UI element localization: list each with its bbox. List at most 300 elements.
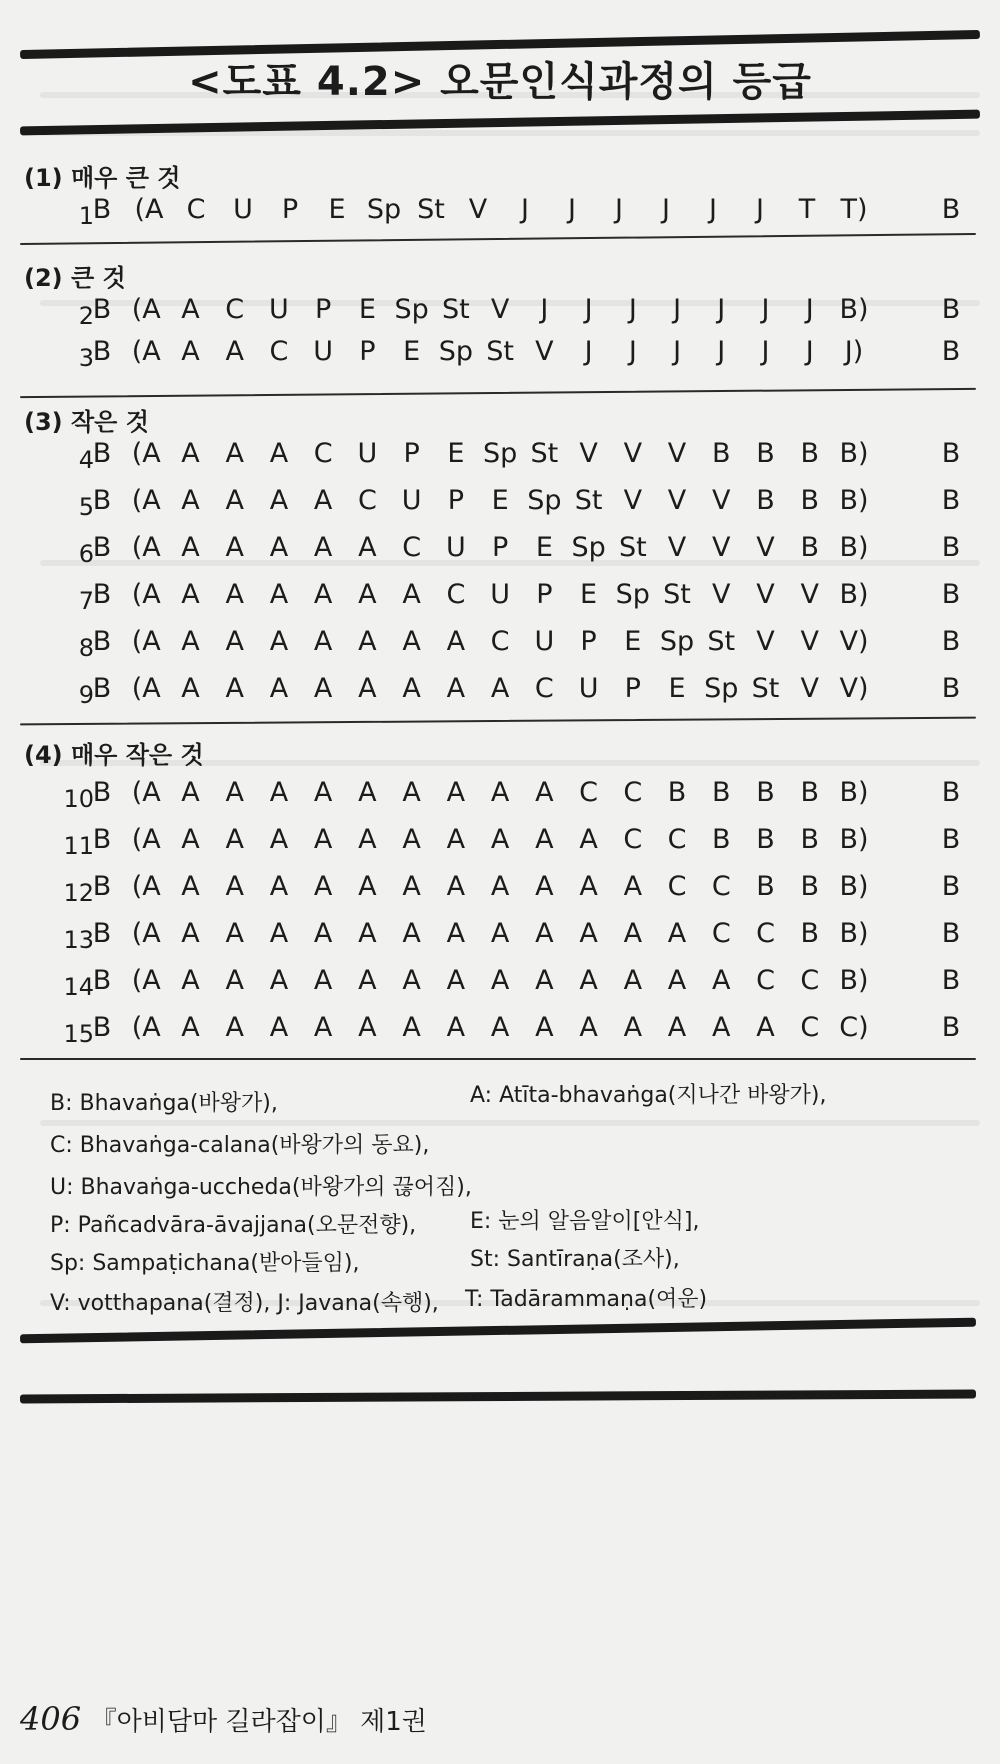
sequence-cell: E xyxy=(403,336,421,367)
sequence-end-cell: B xyxy=(941,777,961,808)
sequence-cell: J xyxy=(805,294,814,325)
sequence-cell: A xyxy=(446,777,466,808)
sequence-cell: C xyxy=(667,824,687,855)
sequence-cell: A xyxy=(358,1012,377,1043)
sequence-cell: J xyxy=(756,194,764,225)
sequence-cell: B xyxy=(800,918,820,949)
row-number: 7 xyxy=(78,587,94,615)
sequence-cell: A xyxy=(358,532,377,563)
table-title: <도표 4.2> 오문인식과정의 등급 xyxy=(188,59,812,105)
sequence-cell: B xyxy=(92,438,112,469)
sequence-cell: A xyxy=(358,918,377,949)
sequence-cell: A xyxy=(490,1012,510,1043)
sequence-cell: A xyxy=(313,532,333,563)
sequence-cell: A xyxy=(225,532,244,563)
legend-v-j: V: votthapana(결정), J: Javana(속행), xyxy=(50,1291,439,1316)
sequence-cell: A xyxy=(358,965,377,996)
row-number: 12 xyxy=(63,879,94,907)
sequence-cell: A xyxy=(225,824,244,855)
sequence-cell: U xyxy=(357,438,378,469)
sequence-cell: A xyxy=(623,918,643,949)
sequence-cell: St xyxy=(574,485,603,516)
sequence-cell: P xyxy=(447,485,465,516)
sequence-cell: St xyxy=(442,294,470,325)
sequence-cell: P xyxy=(281,194,299,225)
sequence-cell: B) xyxy=(839,294,869,325)
sequence-cell: A xyxy=(490,673,510,704)
sequence-cell: B) xyxy=(839,918,869,949)
sequence-cell: A xyxy=(225,777,244,808)
sequence-end-cell: B xyxy=(941,294,961,325)
row-number: 2 xyxy=(78,302,94,330)
sequence-cell: V xyxy=(667,438,687,469)
sequence-cell: B xyxy=(756,485,775,516)
sequence-cell: B) xyxy=(839,965,869,996)
legend-p: P: Pañcadvāra-āvajjana(오문전향), xyxy=(50,1213,417,1238)
sequence-cell: P xyxy=(624,673,641,704)
process-row xyxy=(24,532,994,572)
sequence-cell: C xyxy=(313,438,333,469)
sequence-cell: P xyxy=(359,336,376,367)
sequence-cell: Sp xyxy=(394,294,429,325)
row-number: 11 xyxy=(63,832,94,860)
sequence-cell: B xyxy=(92,532,112,563)
sequence-cell: B xyxy=(756,438,775,469)
sequence-cell: (A xyxy=(131,438,161,469)
sequence-cell: (A xyxy=(131,824,161,855)
sequence-cell: B xyxy=(92,871,112,902)
bottom-rule-lower xyxy=(20,1389,976,1403)
sequence-cell: J xyxy=(673,294,682,325)
sequence-cell: B xyxy=(800,777,820,808)
sequence-cell: J xyxy=(761,336,770,367)
process-row xyxy=(24,294,994,334)
section-very-large xyxy=(24,158,994,238)
page-footer xyxy=(20,1700,427,1738)
sequence-cell: V) xyxy=(839,673,869,704)
sequence-cell: Sp xyxy=(527,485,562,516)
sequence-cell: A xyxy=(269,673,289,704)
legend-sp: Sp: Sampaṭichana(받아들임), xyxy=(50,1251,360,1276)
sequence-cell: A xyxy=(269,626,289,657)
sequence-cell: V xyxy=(712,485,731,516)
row-number: 4 xyxy=(78,446,94,474)
sequence-cell: A xyxy=(446,626,466,657)
sequence-cell: B xyxy=(756,777,775,808)
sequence-cell: (A xyxy=(131,673,161,704)
sequence-cell: J) xyxy=(844,336,864,367)
sequence-cell: J xyxy=(761,294,770,325)
sequence-cell: (A xyxy=(131,777,161,808)
sequence-end-cell: B xyxy=(941,194,961,225)
sequence-cell: Sp xyxy=(366,194,402,225)
sequence-cell: V xyxy=(756,579,775,610)
sequence-cell: A xyxy=(446,673,466,704)
sequence-cell: C xyxy=(667,871,687,902)
sequence-cell: A xyxy=(712,1012,731,1043)
sequence-cell: B xyxy=(92,336,112,367)
sequence-end-cell: B xyxy=(941,626,961,657)
sequence-cell: C xyxy=(579,777,598,808)
sequence-cell: (A xyxy=(131,532,161,563)
sequence-cell: (A xyxy=(131,485,161,516)
sequence-cell: Sp xyxy=(571,532,606,563)
sequence-cell: E xyxy=(328,194,346,225)
sequence-cell: C xyxy=(623,777,643,808)
sequence-cell: A xyxy=(225,918,244,949)
sequence-cell: B xyxy=(92,918,112,949)
legend-b: B: Bhavaṅga(바왕가), xyxy=(50,1091,278,1116)
sequence-cell: U xyxy=(490,579,510,610)
sequence-cell: A xyxy=(225,438,244,469)
sequence-cell: A xyxy=(358,626,377,657)
sequence-cell: V xyxy=(756,626,775,657)
sequence-cell: V) xyxy=(839,626,869,657)
sequence-cell: C xyxy=(800,965,820,996)
sequence-cell: A xyxy=(402,777,421,808)
sequence-cell: V xyxy=(667,485,687,516)
legend-c: C: Bhavaṅga-calana(바왕가의 동요), xyxy=(50,1133,430,1158)
section-large xyxy=(24,258,994,388)
sequence-cell: C xyxy=(756,965,775,996)
sequence-cell: C xyxy=(623,824,643,855)
sequence-cell: B xyxy=(92,579,112,610)
sequence-cell: J xyxy=(805,336,814,367)
sequence-cell: V xyxy=(667,532,687,563)
sequence-cell: A xyxy=(181,673,200,704)
sequence-cell: A xyxy=(358,579,377,610)
legend-e: E: 눈의 알음알이[안식], xyxy=(470,1209,700,1234)
sequence-cell: A xyxy=(225,965,244,996)
sequence-cell: B xyxy=(92,673,112,704)
process-row xyxy=(24,336,994,376)
sequence-cell: A xyxy=(313,965,333,996)
section-divider xyxy=(20,1058,976,1060)
legend-u: U: Bhavaṅga-uccheda(바왕가의 끊어짐), xyxy=(50,1175,472,1200)
sequence-cell: A xyxy=(358,777,377,808)
sequence-cell: A xyxy=(490,965,510,996)
sequence-cell: E xyxy=(447,438,465,469)
sequence-cell: B xyxy=(712,824,731,855)
process-row xyxy=(24,824,994,864)
legend-st: St: Santīraṇa(조사), xyxy=(470,1247,680,1272)
sequence-cell: C xyxy=(534,673,554,704)
sequence-cell: U xyxy=(534,626,555,657)
sequence-cell: A xyxy=(313,485,333,516)
sequence-cell: (A xyxy=(131,871,161,902)
row-number: 8 xyxy=(78,634,94,662)
sequence-cell: (A xyxy=(134,194,164,225)
sequence-cell: V xyxy=(756,532,775,563)
sequence-cell: (A xyxy=(131,294,161,325)
sequence-cell: P xyxy=(536,579,553,610)
sequence-cell: T) xyxy=(840,194,868,225)
sequence-cell: A xyxy=(269,777,289,808)
sequence-cell: A xyxy=(181,1012,200,1043)
sequence-cell: C xyxy=(446,579,466,610)
process-row xyxy=(24,965,994,1005)
sequence-cell: A xyxy=(269,579,289,610)
sequence-cell: (A xyxy=(131,336,161,367)
section-heading: (1) 매우 큰 것 xyxy=(24,164,181,192)
sequence-end-cell: B xyxy=(941,918,961,949)
row-number: 5 xyxy=(78,493,94,521)
sequence-cell: J xyxy=(709,194,717,225)
sequence-cell: B xyxy=(92,294,112,325)
sequence-cell: (A xyxy=(131,1012,161,1043)
sequence-cell: St xyxy=(707,626,736,657)
sequence-cell: B xyxy=(92,1012,112,1043)
sequence-cell: J xyxy=(662,194,670,225)
section-divider xyxy=(20,388,976,398)
page-number: 406 xyxy=(20,1700,82,1738)
sequence-cell: U xyxy=(313,336,334,367)
sequence-cell: A xyxy=(313,673,333,704)
sequence-cell: St xyxy=(618,532,647,563)
section-heading: (2) 큰 것 xyxy=(24,264,126,292)
sequence-cell: C xyxy=(490,626,510,657)
sequence-cell: V xyxy=(468,194,488,225)
process-row xyxy=(24,777,994,817)
sequence-cell: A xyxy=(181,532,200,563)
sequence-cell: V xyxy=(535,336,554,367)
sequence-cell: A xyxy=(535,918,554,949)
sequence-cell: J xyxy=(628,294,637,325)
sequence-cell: B xyxy=(92,194,112,225)
sequence-cell: T xyxy=(798,194,816,225)
legend-t: T: Tadārammaṇa(여운) xyxy=(465,1287,708,1312)
sequence-cell: A xyxy=(402,579,421,610)
row-number: 14 xyxy=(63,973,94,1001)
sequence-cell: A xyxy=(535,1012,554,1043)
sequence-cell: A xyxy=(269,485,289,516)
sequence-cell: V xyxy=(800,626,819,657)
section-heading: (3) 작은 것 xyxy=(24,408,149,436)
section-heading: (4) 매우 작은 것 xyxy=(24,741,204,769)
sequence-cell: A xyxy=(535,965,554,996)
sequence-end-cell: B xyxy=(941,673,961,704)
sequence-cell: C xyxy=(269,336,289,367)
sequence-cell: C) xyxy=(839,1012,869,1043)
sequence-cell: A xyxy=(358,871,377,902)
sequence-cell: A xyxy=(269,532,289,563)
legend xyxy=(50,1078,970,1316)
sequence-cell: A xyxy=(446,965,466,996)
sequence-cell: A xyxy=(535,824,554,855)
sequence-cell: B xyxy=(92,824,112,855)
sequence-end-cell: B xyxy=(941,485,961,516)
sequence-cell: E xyxy=(358,294,376,325)
sequence-cell: P xyxy=(491,532,509,563)
sequence-cell: E xyxy=(668,673,686,704)
sequence-cell: J xyxy=(521,194,529,225)
sequence-cell: A xyxy=(181,438,200,469)
sequence-cell: A xyxy=(181,918,200,949)
sequence-cell: E xyxy=(491,485,509,516)
sequence-cell: (A xyxy=(131,918,161,949)
sequence-cell: A xyxy=(269,824,289,855)
sequence-cell: A xyxy=(579,824,598,855)
sequence-cell: B) xyxy=(839,777,869,808)
sequence-cell: A xyxy=(402,626,421,657)
sequence-cell: B xyxy=(800,824,820,855)
sequence-cell: St xyxy=(417,194,445,225)
sequence-cell: (A xyxy=(131,965,161,996)
sequence-cell: A xyxy=(313,579,333,610)
sequence-cell: A xyxy=(225,871,244,902)
sequence-cell: A xyxy=(225,1012,244,1043)
row-number: 10 xyxy=(63,785,94,813)
sequence-cell: A xyxy=(313,871,333,902)
sequence-cell: A xyxy=(579,1012,598,1043)
sequence-cell: B xyxy=(800,532,820,563)
row-number: 9 xyxy=(78,681,94,709)
sequence-cell: St xyxy=(663,579,691,610)
sequence-cell: V xyxy=(579,438,598,469)
sequence-cell: B) xyxy=(839,438,869,469)
sequence-cell: P xyxy=(315,294,332,325)
sequence-end-cell: B xyxy=(941,1012,961,1043)
sequence-cell: J xyxy=(584,336,593,367)
sequence-cell: E xyxy=(580,579,598,610)
legend-a: A: Atīta-bhavaṅga(지나간 바왕가), xyxy=(470,1083,827,1108)
sequence-cell: B) xyxy=(839,579,869,610)
section-small xyxy=(24,402,994,709)
sequence-cell: B xyxy=(756,871,775,902)
sequence-cell: U xyxy=(445,532,466,563)
sequence-cell: St xyxy=(751,673,780,704)
row-number: 15 xyxy=(63,1020,94,1048)
sequence-cell: V xyxy=(623,485,643,516)
sequence-cell: A xyxy=(181,871,200,902)
sequence-cell: E xyxy=(535,532,553,563)
sequence-cell: B xyxy=(667,777,687,808)
sequence-cell: A xyxy=(269,871,289,902)
process-row xyxy=(24,871,994,911)
sequence-cell: A xyxy=(756,1012,775,1043)
bottom-rule-upper xyxy=(20,1318,976,1344)
sequence-cell: A xyxy=(269,918,289,949)
sequence-cell: C xyxy=(186,194,206,225)
sequence-cell: A xyxy=(313,1012,333,1043)
sequence-cell: V xyxy=(800,673,819,704)
sequence-cell: A xyxy=(490,871,510,902)
sequence-cell: A xyxy=(225,336,244,367)
sequence-end-cell: B xyxy=(941,579,961,610)
sequence-cell: A xyxy=(181,579,200,610)
sequence-cell: Sp xyxy=(482,438,518,469)
sequence-cell: V xyxy=(800,579,819,610)
sequence-cell: A xyxy=(225,673,244,704)
sequence-cell: B xyxy=(800,485,820,516)
sequence-cell: A xyxy=(269,965,289,996)
process-row xyxy=(24,438,994,478)
sequence-cell: A xyxy=(490,777,510,808)
sequence-cell: V xyxy=(490,294,510,325)
sequence-cell: B) xyxy=(839,485,869,516)
sequence-cell: V xyxy=(623,438,643,469)
sequence-cell: A xyxy=(181,777,200,808)
sequence-cell: A xyxy=(402,673,421,704)
sequence-cell: B xyxy=(800,438,820,469)
sequence-cell: P xyxy=(580,626,597,657)
sequence-cell: A xyxy=(402,918,421,949)
sequence-cell: C xyxy=(756,918,775,949)
sequence-cell: A xyxy=(181,294,200,325)
sequence-cell: C xyxy=(225,294,245,325)
sequence-cell: A xyxy=(402,1012,421,1043)
sequence-cell: (A xyxy=(131,626,161,657)
sequence-cell: J xyxy=(717,336,726,367)
process-row xyxy=(24,673,994,713)
sequence-cell: (A xyxy=(131,579,161,610)
sequence-cell: A xyxy=(579,965,598,996)
row-number: 13 xyxy=(63,926,94,954)
process-row xyxy=(24,1012,994,1052)
sequence-cell: Sp xyxy=(659,626,695,657)
sequence-cell: A xyxy=(446,871,466,902)
sequence-cell: Sp xyxy=(704,673,739,704)
process-row xyxy=(24,194,994,234)
sequence-cell: A xyxy=(535,777,554,808)
sequence-cell: Sp xyxy=(438,336,474,367)
sequence-cell: B xyxy=(712,438,731,469)
section-very-small xyxy=(24,735,994,1065)
process-row xyxy=(24,918,994,958)
row-number: 3 xyxy=(78,344,94,372)
sequence-cell: A xyxy=(181,824,200,855)
sequence-cell: A xyxy=(579,871,598,902)
sequence-cell: U xyxy=(233,194,253,225)
sequence-cell: C xyxy=(711,871,731,902)
sequence-cell: C xyxy=(402,532,422,563)
sequence-cell: J xyxy=(615,194,623,225)
sequence-cell: A xyxy=(313,777,333,808)
sequence-cell: V xyxy=(712,532,731,563)
sequence-cell: B) xyxy=(839,871,869,902)
sequence-cell: C xyxy=(800,1012,820,1043)
sequence-cell: A xyxy=(579,918,598,949)
sequence-cell: J xyxy=(673,336,682,367)
sequence-cell: A xyxy=(446,824,466,855)
sequence-cell: B xyxy=(92,626,112,657)
sequence-cell: V xyxy=(712,579,731,610)
sequence-cell: A xyxy=(269,438,289,469)
sequence-cell: J xyxy=(584,294,593,325)
sequence-end-cell: B xyxy=(941,438,961,469)
sequence-cell: A xyxy=(181,336,200,367)
sequence-cell: A xyxy=(313,626,333,657)
sequence-cell: A xyxy=(358,824,377,855)
sequence-cell: A xyxy=(402,824,421,855)
row-number: 6 xyxy=(78,540,94,568)
sequence-cell: A xyxy=(490,918,510,949)
sequence-end-cell: B xyxy=(941,824,961,855)
sequence-cell: A xyxy=(623,871,643,902)
sequence-cell: A xyxy=(269,1012,289,1043)
section-divider xyxy=(20,717,976,726)
sequence-cell: Sp xyxy=(615,579,650,610)
sequence-end-cell: B xyxy=(941,965,961,996)
sequence-cell: A xyxy=(623,965,643,996)
sequence-cell: B) xyxy=(839,532,869,563)
sequence-cell: St xyxy=(486,336,514,367)
sequence-cell: A xyxy=(667,965,687,996)
sequence-cell: A xyxy=(535,871,554,902)
row-number: 1 xyxy=(78,202,94,230)
sequence-cell: B) xyxy=(839,824,869,855)
sequence-cell: B xyxy=(92,485,112,516)
